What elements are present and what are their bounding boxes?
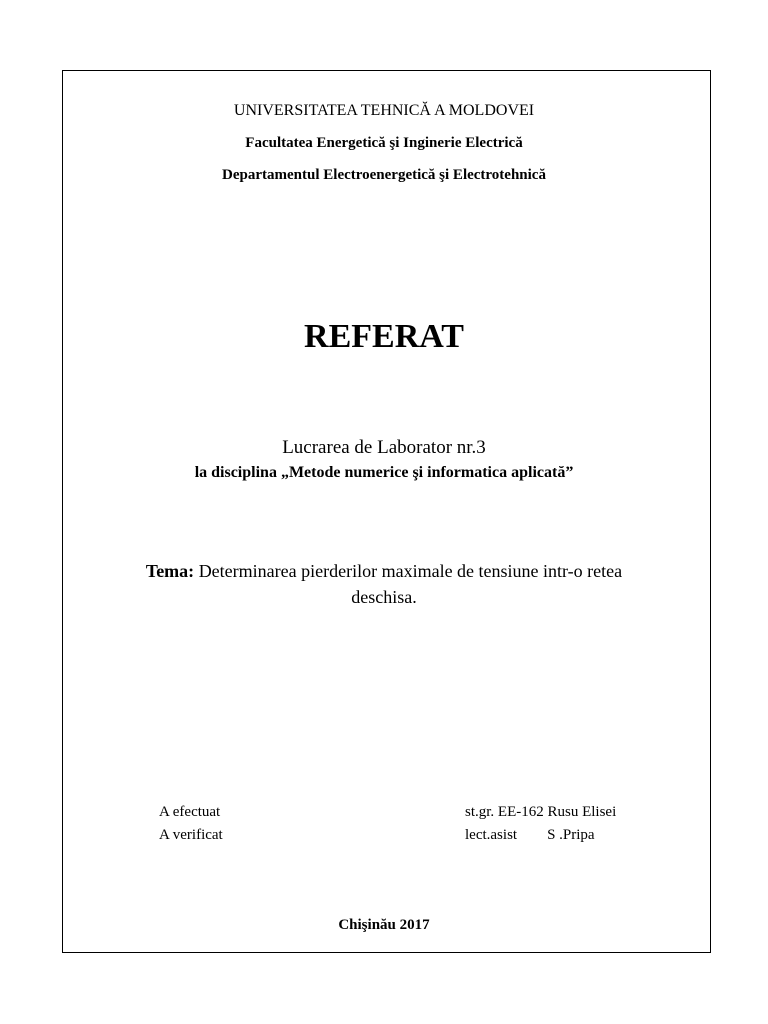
lab-name: Lucrarea de Laborator nr.3 — [282, 437, 486, 458]
tema-text-continued: deschisa. — [351, 587, 417, 607]
discipline-line: la disciplina „Metode numerice şi informatica aplicată” — [194, 464, 574, 481]
document-title: REFERAT — [304, 318, 464, 355]
tema-label: Tema: — [145, 561, 195, 581]
department-name: Departamentul Electroenergetică şi Electrotehnică — [222, 167, 546, 183]
faculty-name: Facultatea Energetică şi Inginerie Electrică — [245, 135, 523, 151]
city-year: Chişinău 2017 — [338, 917, 430, 933]
signature-role-verified: A verificat — [159, 827, 223, 843]
tema-line — [0, 561, 768, 582]
tema-text: Determinarea pierderilor maximale de tensiune intr-o retea — [198, 561, 623, 581]
signature-person-performed: st.gr. EE-162 Rusu Elisei — [465, 804, 617, 820]
university-name: UNIVERSITATEA TEHNICĂ A MOLDOVEI — [233, 102, 535, 119]
signature-person-verified: lect.asist S .Pripa — [465, 827, 595, 843]
signature-role-performed: A efectuat — [159, 804, 221, 820]
